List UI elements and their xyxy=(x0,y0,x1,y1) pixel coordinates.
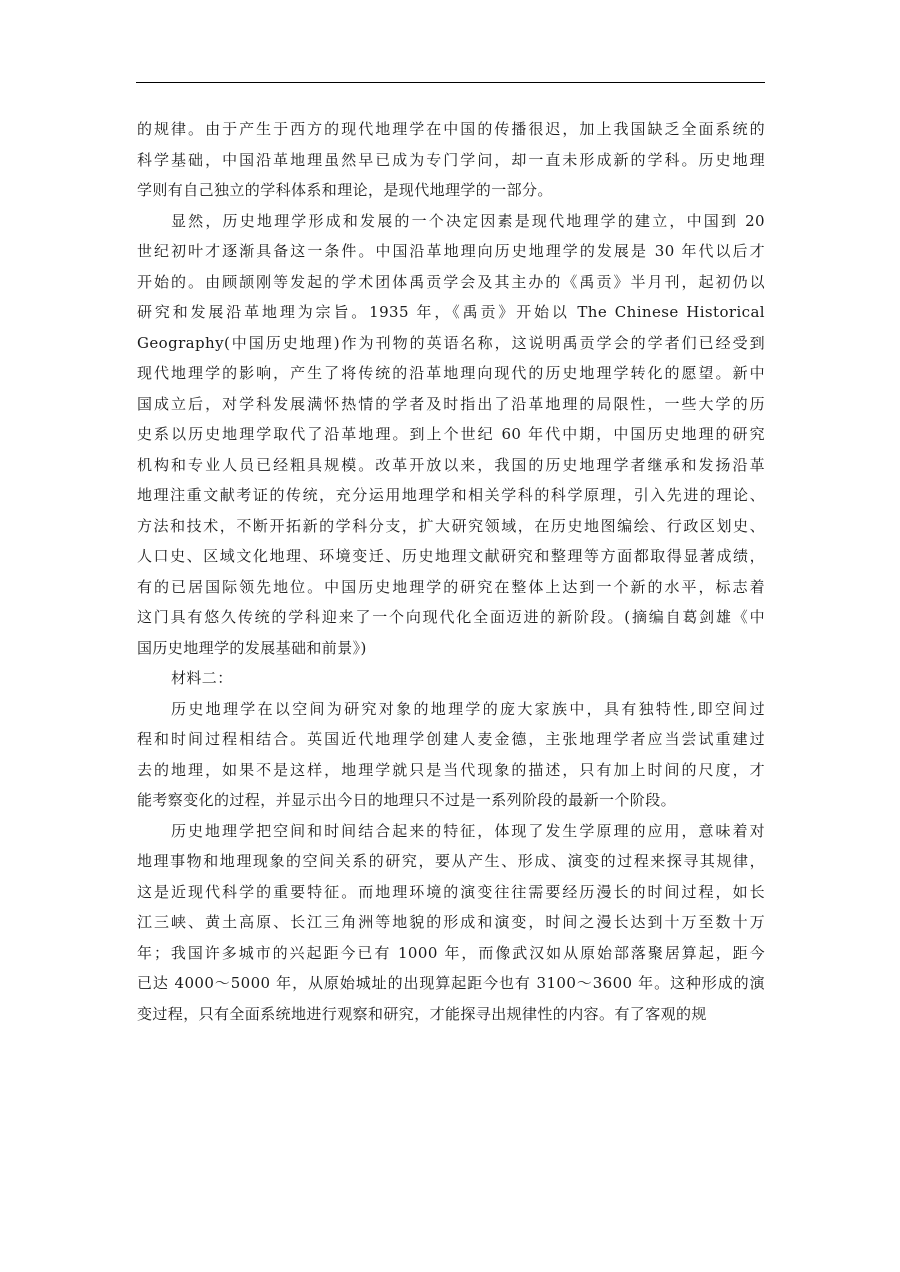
text-line: 变过程，只有全面系统地进行观察和研究，才能探寻出规律性的内容。有了客观的规 xyxy=(137,1004,707,1023)
text-line: 已达 4000～5000 年，从原始城址的出现算起距今也有 3100～3600 年。这种形成的演 xyxy=(137,974,765,992)
paragraph-p1 xyxy=(137,114,765,206)
text-line: 地理注重文献考证的传统，充分运用地理学和相关学科的科学原理，引入先进的理论、 xyxy=(137,486,765,504)
text-line: 学则有自己独立的学科体系和理论，是现代地理学的一部分。 xyxy=(137,181,553,199)
document-body xyxy=(137,114,765,1029)
text-line: 方法和技术，不断开拓新的学科分支，扩大研究领域，在历史地图编绘、行政区划史、 xyxy=(137,516,765,535)
text-line: 历史地理学在以空间为研究对象的地理学的庞大家族中，具有独特性,即空间过 xyxy=(171,699,765,718)
text-line: 有的已居国际领先地位。中国历史地理学的研究在整体上达到一个新的水平，标志着 xyxy=(137,577,765,596)
text-line: 研究和发展沿革地理为宗旨。1935 年，《禹贡》开始以 The Chinese Historical xyxy=(137,303,765,321)
text-line: 的规律。由于产生于西方的现代地理学在中国的传播很迟，加上我国缺乏全面系统的 xyxy=(137,120,765,138)
text-line: 国历史地理学的发展基础和前景》) xyxy=(137,638,367,657)
text-line: 开始的。由顾颉刚等发起的学术团体禹贡学会及其主办的《禹贡》半月刊，起初仍以 xyxy=(137,272,765,291)
text-line: 机构和专业人员已经粗具规模。改革开放以来，我国的历史地理学者继承和发扬沿革 xyxy=(137,455,765,474)
text-line: 显然，历史地理学形成和发展的一个决定因素是现代地理学的建立，中国到 20 xyxy=(171,211,765,230)
text-line: 现代地理学的影响，产生了将传统的沿革地理向现代的历史地理学转化的愿望。新中 xyxy=(137,364,765,382)
text-line: 年；我国许多城市的兴起距今已有 1000 年，而像武汉如从原始部落聚居算起，距今 xyxy=(137,943,765,962)
text-line: 这门具有悠久传统的学科迎来了一个向现代化全面迈进的新阶段。(摘编自葛剑雄《中 xyxy=(137,608,765,626)
text-line: 江三峡、黄土高原、长江三角洲等地貌的形成和演变，时间之漫长达到十万至数十万 xyxy=(137,913,765,931)
header-rule xyxy=(136,82,765,83)
text-line: Geography(中国历史地理)作为刊物的英语名称，这说明禹贡学会的学者们已经受到 xyxy=(137,333,765,352)
paragraph-p5 xyxy=(137,816,765,1030)
text-line: 国成立后，对学科发展满怀热情的学者及时指出了沿革地理的局限性，一些大学的历 xyxy=(137,394,765,413)
text-line: 科学基础，中国沿革地理虽然早已成为专门学问，却一直未形成新的学科。历史地理 xyxy=(137,150,765,169)
text-line: 历史地理学把空间和时间结合起来的特征，体现了发生学原理的应用，意味着对 xyxy=(171,821,765,840)
text-line: 史系以历史地理学取代了沿革地理。到上个世纪 60 年代中期，中国历史地理的研究 xyxy=(137,425,765,443)
text-line: 程和时间过程相结合。英国近代地理学创建人麦金德，主张地理学者应当尝试重建过 xyxy=(137,730,765,748)
text-line: 人口史、区域文化地理、环境变迁、历史地理文献研究和整理等方面都取得显著成绩， xyxy=(137,547,765,565)
text-line: 材料二： xyxy=(171,669,233,687)
text-line: 地理事物和地理现象的空间关系的研究，要从产生、形成、演变的过程来探寻其规律， xyxy=(137,852,765,870)
text-line: 世纪初叶才逐渐具备这一条件。中国沿革地理向历史地理学的发展是 30 年代以后才 xyxy=(137,242,765,260)
text-line: 这是近现代科学的重要特征。而地理环境的演变往往需要经历漫长的时间过程，如长 xyxy=(137,882,765,901)
paragraph-p4 xyxy=(137,694,765,816)
paragraph-p3 xyxy=(137,663,765,694)
text-line: 去的地理，如果不是这样，地理学就只是当代现象的描述，只有加上时间的尺度，才 xyxy=(137,760,765,779)
paragraph-p2 xyxy=(137,206,765,664)
text-line: 能考察变化的过程，并显示出今日的地理只不过是一系列阶段的最新一个阶段。 xyxy=(137,791,677,809)
